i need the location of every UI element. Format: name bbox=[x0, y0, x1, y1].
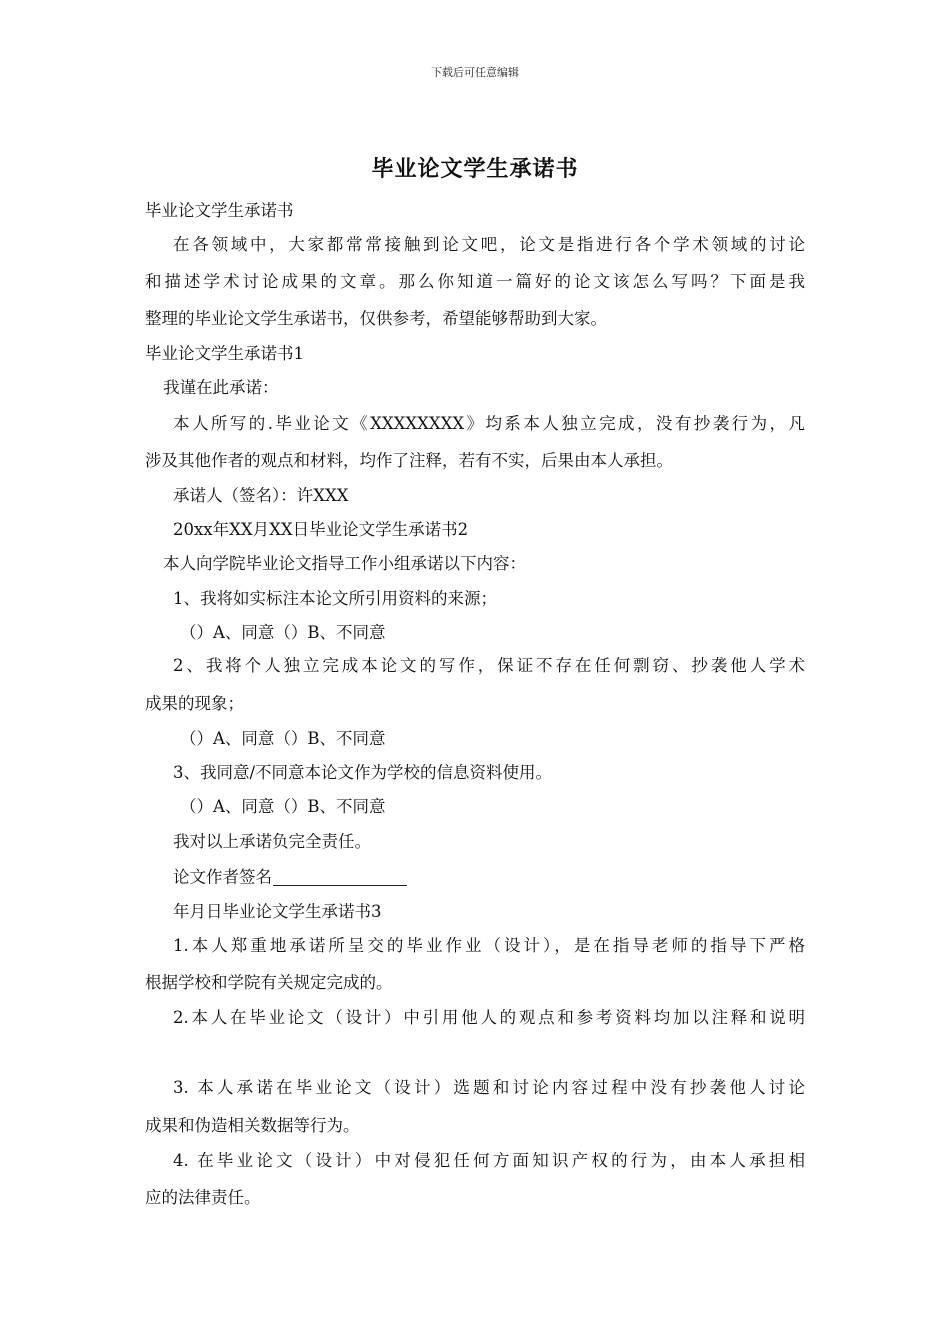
paragraph-line: 涉及其他作者的观点和材料，均作了注释，若有不实，后果由本人承担。 bbox=[145, 451, 673, 470]
document-title: 毕业论文学生承诺书 bbox=[371, 156, 579, 182]
paragraph-line: 本人所写的.毕业论文《XXXXXXXX》均系本人独立完成，没有抄袭行为，凡 bbox=[173, 414, 805, 433]
list-item: 3、我同意/不同意本论文作为学校的信息资料使用。 bbox=[173, 763, 553, 782]
paragraph-line: 本人向学院毕业论文指导工作小组承诺以下内容： bbox=[163, 554, 526, 573]
paragraph-line: 我谨在此承诺： bbox=[163, 378, 279, 397]
paragraph-line: 和描述学术讨论成果的文章。那么你知道一篇好的论文该怎么写吗？下面是我 bbox=[145, 272, 805, 291]
paragraph-line: 我对以上承诺负完全责任。 bbox=[173, 832, 371, 851]
paragraph-line: 1.本人郑重地承诺所呈交的毕业作业（设计），是在指导老师的指导下严格 bbox=[173, 936, 805, 955]
option-line: （）A、同意（）B、不同意 bbox=[180, 797, 386, 816]
section-heading: 毕业论文学生承诺书1 bbox=[145, 344, 304, 363]
list-item: 1、我将如实标注本论文所引用资料的来源； bbox=[173, 589, 497, 608]
paragraph-line: 整理的毕业论文学生承诺书，仅供参考，希望能够帮助到大家。 bbox=[145, 309, 607, 328]
list-item: 2、我将个人独立完成本论文的写作，保证不存在任何剽窃、抄袭他人学术 bbox=[173, 656, 805, 675]
paragraph-line: 根据学校和学院有关规定完成的。 bbox=[145, 973, 393, 992]
signature-blank bbox=[273, 869, 407, 886]
date-section-heading: 20xx年XX月XX日毕业论文学生承诺书2 bbox=[173, 520, 469, 539]
author-signature-label: 论文作者签名 bbox=[173, 867, 272, 887]
list-item-continued: 成果的现象； bbox=[145, 694, 244, 713]
subtitle-line: 毕业论文学生承诺书 bbox=[145, 201, 294, 220]
paragraph-line: 3. 本人承诺在毕业论文（设计）选题和讨论内容过程中没有抄袭他人讨论 bbox=[173, 1078, 805, 1097]
paragraph-line: 应的法律责任。 bbox=[145, 1188, 261, 1207]
page-header: 下载后可任意编辑 bbox=[431, 66, 519, 79]
paragraph-line: 2.本人在毕业论文（设计）中引用他人的观点和参考资料均加以注释和说明 bbox=[173, 1008, 805, 1027]
paragraph-line: 4. 在毕业论文（设计）中对侵犯任何方面知识产权的行为，由本人承担相 bbox=[173, 1151, 805, 1170]
option-line: （）A、同意（）B、不同意 bbox=[180, 729, 386, 748]
option-line: （）A、同意（）B、不同意 bbox=[180, 623, 386, 642]
signature-line: 承诺人（签名）：许XXX bbox=[173, 486, 349, 505]
section-heading: 年月日毕业论文学生承诺书3 bbox=[173, 902, 382, 921]
paragraph-line: 成果和伪造相关数据等行为。 bbox=[145, 1116, 360, 1135]
paragraph-line: 在各领域中，大家都常常接触到论文吧，论文是指进行各个学术领域的讨论 bbox=[173, 235, 805, 254]
author-signature-row bbox=[173, 869, 407, 886]
